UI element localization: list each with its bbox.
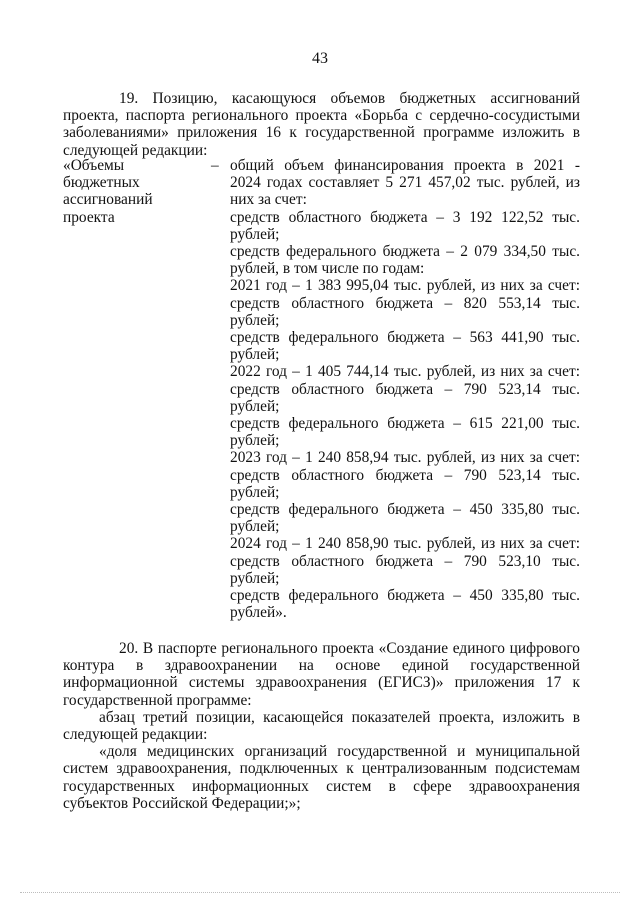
spec-value-line: рублей; [230, 346, 280, 364]
item-20-quote-text: «доля медицинских организаций государственной и муниципальной систем здравоохранения, подключенных к централизованным подсистемам государственных информационных систем в сфере здравоохранения субъектов Российской Федерации;»; [63, 743, 580, 812]
item-20-intro-text: 20. В паспорте регионального проекта «Создание единого цифрового контура в здравоохранении на основе единой государственной информационной системы здравоохранения (ЕГИСЗ)» приложения 17 к государственной программе: [63, 640, 580, 709]
spec-label-line: проекта [63, 208, 115, 226]
item-19-intro [63, 90, 580, 159]
page-number: 43 [312, 50, 328, 67]
spec-dash: – [211, 157, 219, 174]
spec-value-line: них за счет: [230, 191, 307, 209]
spec-value-line: средств федерального бюджета – 450 335,80 тыс. [230, 587, 580, 605]
spec-value-line: рублей; [230, 311, 280, 329]
spec-value-line: средств областного бюджета – 820 553,14 тыс. [230, 294, 580, 312]
spec-label-line: бюджетных [63, 174, 140, 192]
spec-value-line: средств областного бюджета – 790 523,10 тыс. [230, 552, 580, 570]
spec-value-line: средств федерального бюджета – 615 221,00 тыс. [230, 415, 580, 433]
spec-value-line: 2024 год – 1 240 858,90 тыс. рублей, из них за счет: [230, 535, 580, 553]
spec-value-line: 2023 год – 1 240 858,94 тыс. рублей, из них за счет: [230, 449, 580, 467]
spec-value-line: рублей». [230, 604, 287, 622]
spec-value-line: 2022 год – 1 405 744,14 тыс. рублей, из них за счет: [230, 363, 580, 381]
spec-value-line: рублей; [230, 569, 280, 587]
page-bottom-edge [20, 892, 620, 893]
spec-value-line: 2024 годах составляет 5 271 457,02 тыс. рублей, из [230, 174, 580, 192]
spec-label-line: ассигнований [63, 191, 153, 209]
item-20-section [63, 640, 580, 812]
spec-value-line: средств областного бюджета – 790 523,14 тыс. [230, 466, 580, 484]
spec-value-line: средств федерального бюджета – 563 441,90 тыс. [230, 329, 580, 347]
spec-label-line: «Объемы [63, 157, 125, 174]
spec-value-line: рублей; [230, 483, 280, 501]
spec-value-line: рублей; [230, 397, 280, 415]
spec-value-line: рублей; [230, 432, 280, 450]
item-20-instruction-text: абзац третий позиции, касающейся показателей проекта, изложить в следующей редакции: [63, 708, 580, 744]
spec-value-line: средств областного бюджета – 3 192 122,52 тыс. [230, 208, 580, 226]
spec-value-line: рублей, в том числе по годам: [230, 260, 425, 278]
spec-value-line: рублей; [230, 225, 280, 243]
spec-value-line: средств областного бюджета – 790 523,14 тыс. [230, 380, 580, 398]
spec-value-line: 2021 год – 1 383 995,04 тыс. рублей, из них за счет: [230, 277, 580, 295]
spec-value-line: общий объем финансирования проекта в 2021 - [230, 157, 580, 174]
spec-value-line: рублей; [230, 518, 280, 536]
item-19-intro-text: 19. Позицию, касающуюся объемов бюджетных ассигнований проекта, паспорта регионального проекта «Борьба с сердечно-сосудистыми заболеваниями» приложения 16 к государственной программе изложить в следующей редакции: [63, 90, 580, 159]
spec-row-value [230, 157, 580, 621]
spec-row-label [63, 157, 193, 226]
spec-value-line: средств федерального бюджета – 2 079 334,50 тыс. [230, 243, 580, 261]
spec-value-line: средств федерального бюджета – 450 335,80 тыс. [230, 501, 580, 519]
